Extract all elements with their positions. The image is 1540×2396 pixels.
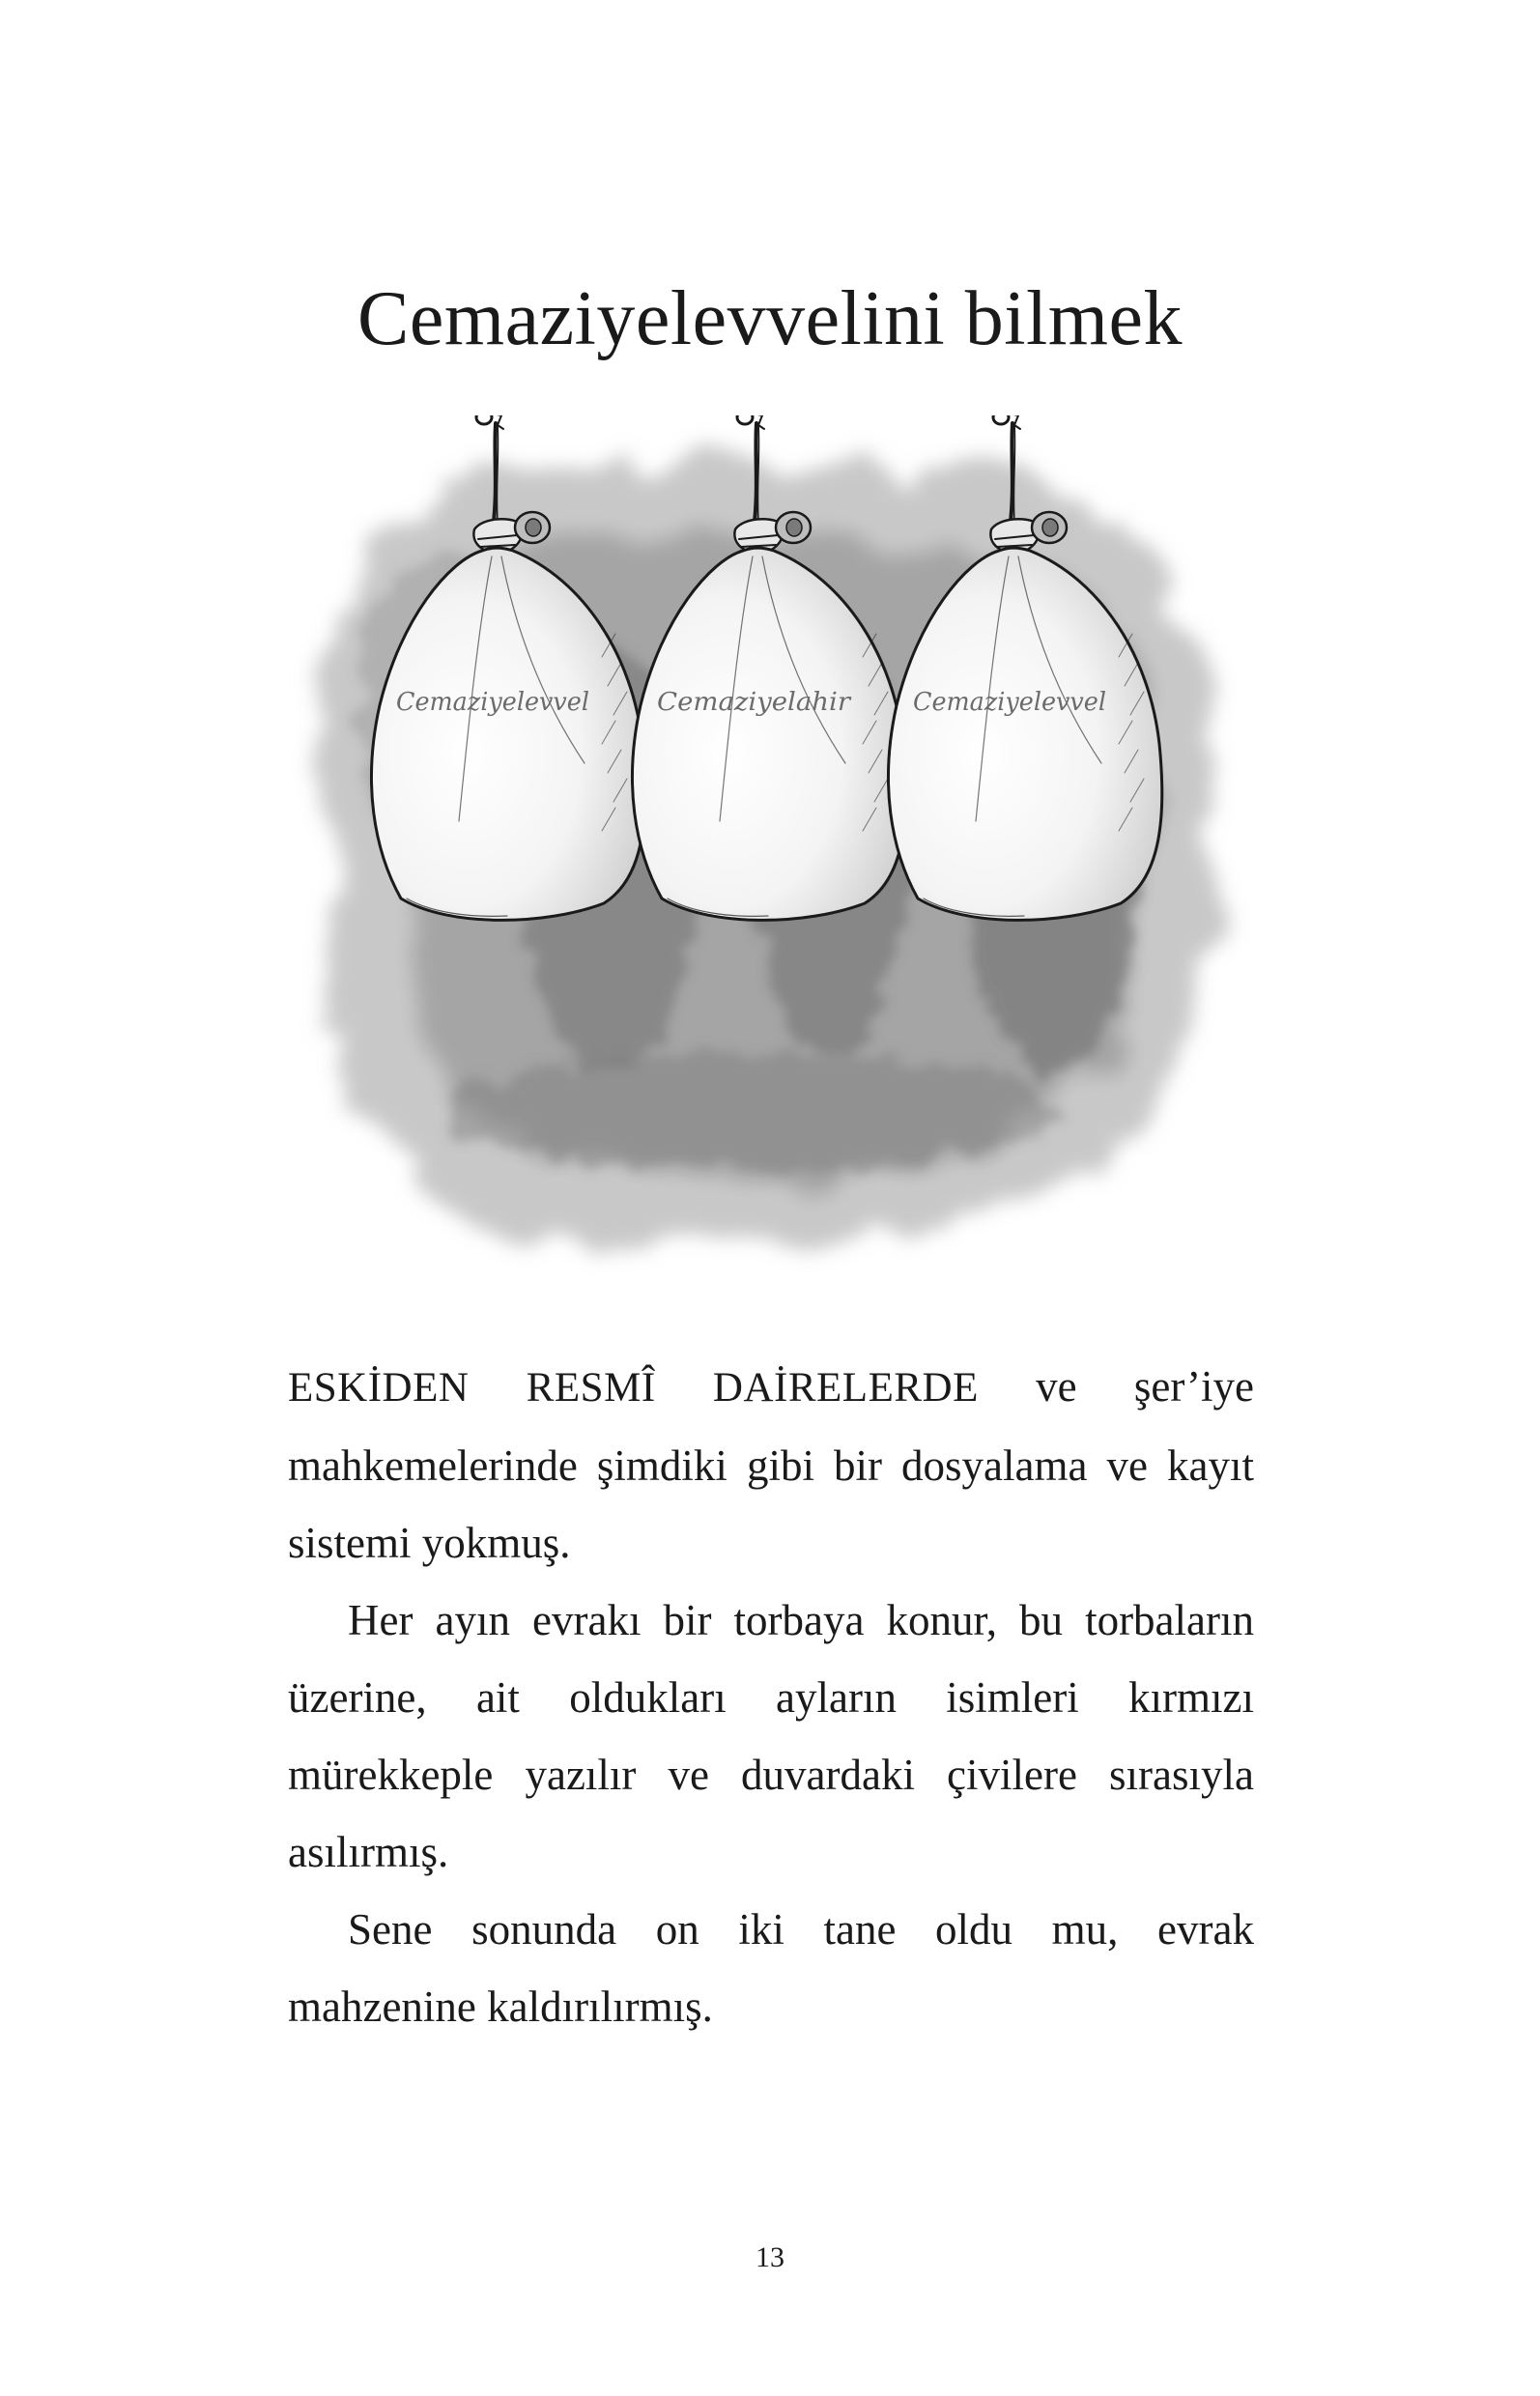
page-title: Cemaziyelevvelini bilmek	[357, 276, 1183, 361]
paragraph-2: Her ayın evrakı bir torbaya konur, bu torbaların üzerine, ait oldukları ayların isimleri kırmızı mürekkeple yazılır ve duvardaki çivilere sırasıyla asılırmış.	[288, 1596, 1254, 1876]
nail-icon	[993, 415, 1009, 424]
paragraph-1-lead: ESKİDEN RESMÎ DAİRELERDE	[288, 1365, 979, 1411]
paragraph-1-text: ve şer’iye mahkemelerinde şimdiki gibi bir dosyalama ve kayıt sistemi yokmuş.	[288, 1362, 1255, 1567]
paragraph-1	[288, 1348, 1254, 1582]
hanging-sacks-illustration	[290, 415, 1256, 1314]
nail-icon	[476, 415, 492, 424]
sack-label: Cemaziyelahir	[657, 688, 852, 717]
page-number: 13	[756, 2241, 784, 2273]
nail-icon	[737, 415, 753, 424]
sack-label: Cemaziyelevvel	[913, 688, 1106, 717]
sack-label: Cemaziyelevvel	[396, 688, 589, 717]
paragraph-3: Sene sonunda on iki tane oldu mu, evrak mahzenine kaldırılırmış.	[288, 1905, 1254, 2031]
body-text	[288, 1348, 1254, 2045]
